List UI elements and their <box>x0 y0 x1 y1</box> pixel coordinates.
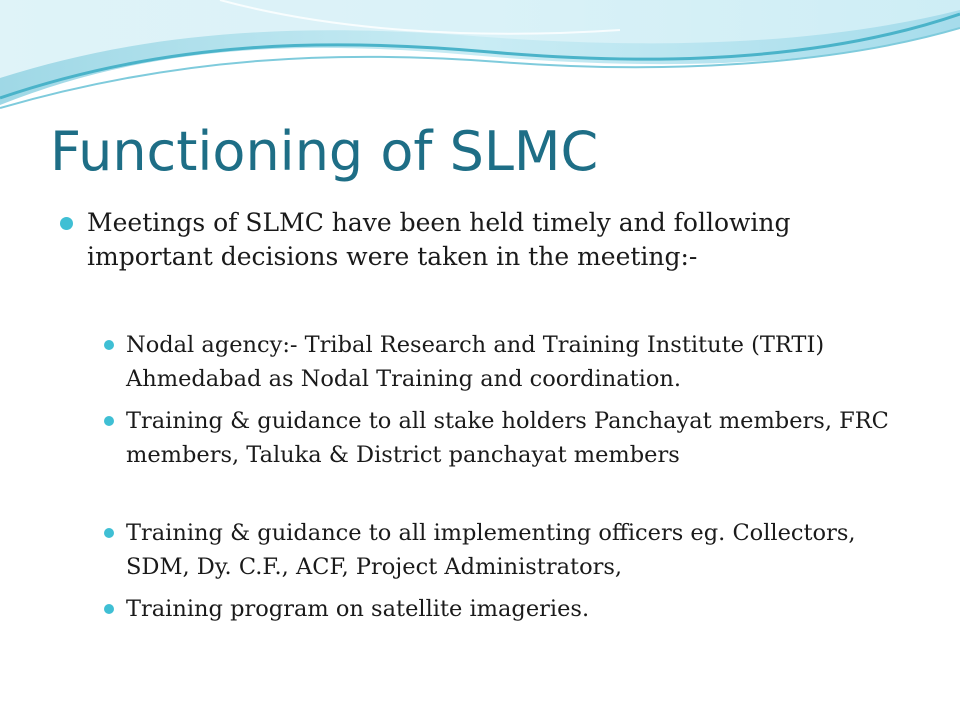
bullet-dot-icon <box>104 528 114 538</box>
sub-bullet-text: Nodal agency:- Tribal Research and Training Institute (TRTI) Ahmedabad as Nodal Training and coordination. <box>126 332 825 392</box>
bullet-dot-icon <box>104 416 114 426</box>
sub-bullet-text: Training & guidance to all stake holders Panchayat members, FRC members, Taluka & District panchayat members <box>126 408 889 468</box>
sub-bullet-3 <box>126 516 896 584</box>
bullet-dot-icon <box>60 217 73 230</box>
sub-bullet-text: Training program on satellite imageries. <box>126 596 590 622</box>
header-wave-decoration <box>0 0 960 120</box>
bullet-main <box>87 206 877 274</box>
sub-bullet-text: Training & guidance to all implementing officers eg. Collectors, SDM, Dy. C.F., ACF, Project Administrators, <box>126 520 856 580</box>
bullet-dot-icon <box>104 340 114 350</box>
sub-bullet-4 <box>126 592 896 626</box>
bullet-dot-icon <box>104 604 114 614</box>
slide-title: Functioning of SLMC <box>50 120 599 183</box>
sub-bullet-2 <box>126 404 896 472</box>
bullet-main-text: Meetings of SLMC have been held timely and following important decisions were taken in the meeting:- <box>87 208 791 271</box>
sub-bullet-1 <box>126 328 896 396</box>
